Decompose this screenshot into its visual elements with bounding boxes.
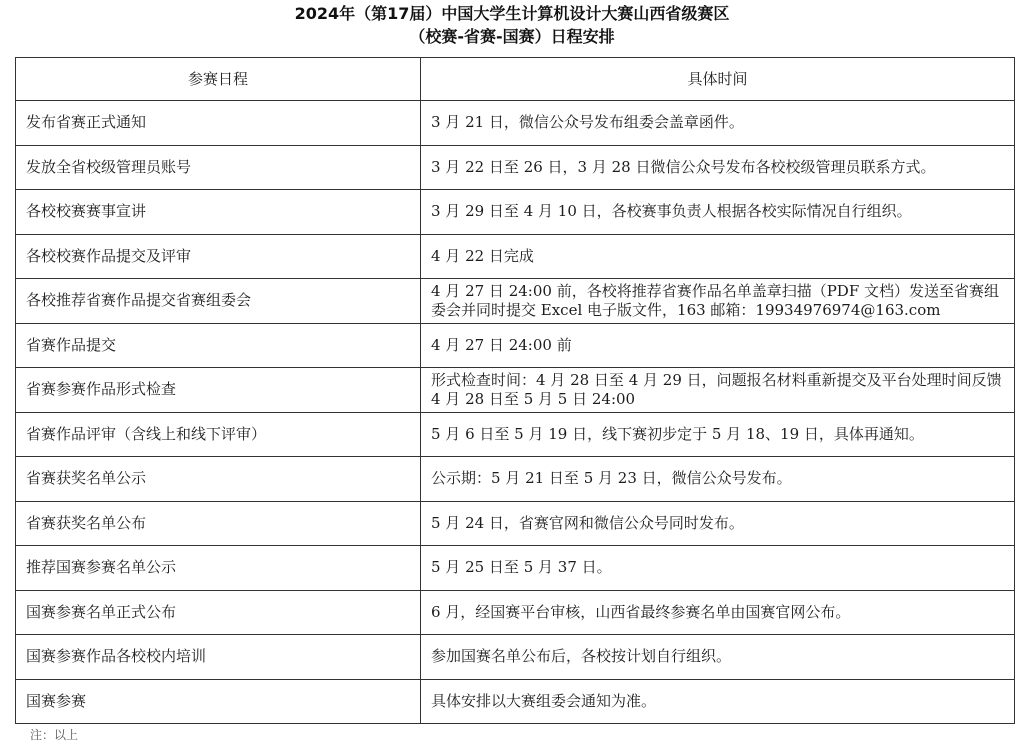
schedule-cell: 省赛参赛作品形式检查 <box>16 368 421 413</box>
header-time: 具体时间 <box>421 58 1015 101</box>
time-cell: 6 月，经国赛平台审核，山西省最终参赛名单由国赛官网公布。 <box>421 590 1015 635</box>
table-row <box>16 368 1015 413</box>
table-row <box>16 323 1015 368</box>
schedule-cell: 省赛获奖名单公示 <box>16 457 421 502</box>
table-row <box>16 101 1015 146</box>
time-cell: 3 月 22 日至 26 日，3 月 28 日微信公众号发布各校校级管理员联系方式。 <box>421 145 1015 190</box>
table-row <box>16 145 1015 190</box>
table-row <box>16 457 1015 502</box>
document-title-line1: 2024年（第17届）中国大学生计算机设计大赛山西省级赛区 <box>294 4 730 23</box>
schedule-cell: 发放全省校级管理员账号 <box>16 145 421 190</box>
time-cell: 形式检查时间：4 月 28 日至 4 月 29 日，问题报名材料重新提交及平台处理时间反馈 4 月 28 日至 5 月 5 日 24:00 <box>421 368 1015 413</box>
schedule-cell: 省赛获奖名单公布 <box>16 501 421 546</box>
schedule-cell: 各校校赛赛事宣讲 <box>16 190 421 235</box>
table-row <box>16 190 1015 235</box>
time-cell: 具体安排以大赛组委会通知为准。 <box>421 679 1015 724</box>
table-row <box>16 635 1015 680</box>
table-header-row <box>16 58 1015 101</box>
table-row <box>16 501 1015 546</box>
schedule-cell: 国赛参赛 <box>16 679 421 724</box>
table-row <box>16 679 1015 724</box>
schedule-cell: 推荐国赛参赛名单公示 <box>16 546 421 591</box>
header-schedule: 参赛日程 <box>16 58 421 101</box>
schedule-cell: 各校推荐省赛作品提交省赛组委会 <box>16 279 421 324</box>
time-cell: 3 月 29 日至 4 月 10 日，各校赛事负责人根据各校实际情况自行组织。 <box>421 190 1015 235</box>
time-cell: 公示期：5 月 21 日至 5 月 23 日，微信公众号发布。 <box>421 457 1015 502</box>
schedule-cell: 省赛作品评审（含线上和线下评审） <box>16 412 421 457</box>
document-title-line2: （校赛-省赛-国赛）日程安排 <box>409 27 615 46</box>
time-cell: 3 月 21 日，微信公众号发布组委会盖章函件。 <box>421 101 1015 146</box>
time-cell: 4 月 22 日完成 <box>421 234 1015 279</box>
time-cell: 4 月 27 日 24:00 前，各校将推荐省赛作品名单盖章扫描（PDF 文档）发送至省赛组委会并同时提交 Excel 电子版文件，163 邮箱：19934976974@163.com <box>421 279 1015 324</box>
schedule-cell: 省赛作品提交 <box>16 323 421 368</box>
schedule-cell: 国赛参赛名单正式公布 <box>16 590 421 635</box>
time-cell: 参加国赛名单公布后，各校按计划自行组织。 <box>421 635 1015 680</box>
time-cell: 4 月 27 日 24:00 前 <box>421 323 1015 368</box>
time-cell: 5 月 25 日至 5 月 37 日。 <box>421 546 1015 591</box>
schedule-cell: 各校校赛作品提交及评审 <box>16 234 421 279</box>
table-row <box>16 412 1015 457</box>
time-cell: 5 月 6 日至 5 月 19 日，线下赛初步定于 5 月 18、19 日，具体再通知。 <box>421 412 1015 457</box>
time-cell: 5 月 24 日，省赛官网和微信公众号同时发布。 <box>421 501 1015 546</box>
table-row <box>16 546 1015 591</box>
table-row <box>16 279 1015 324</box>
table-row <box>16 590 1015 635</box>
schedule-cell: 国赛参赛作品各校校内培训 <box>16 635 421 680</box>
schedule-cell: 发布省赛正式通知 <box>16 101 421 146</box>
table-row <box>16 234 1015 279</box>
footer-note-fragment: 注：以上 <box>30 728 79 742</box>
schedule-table <box>15 57 1015 724</box>
